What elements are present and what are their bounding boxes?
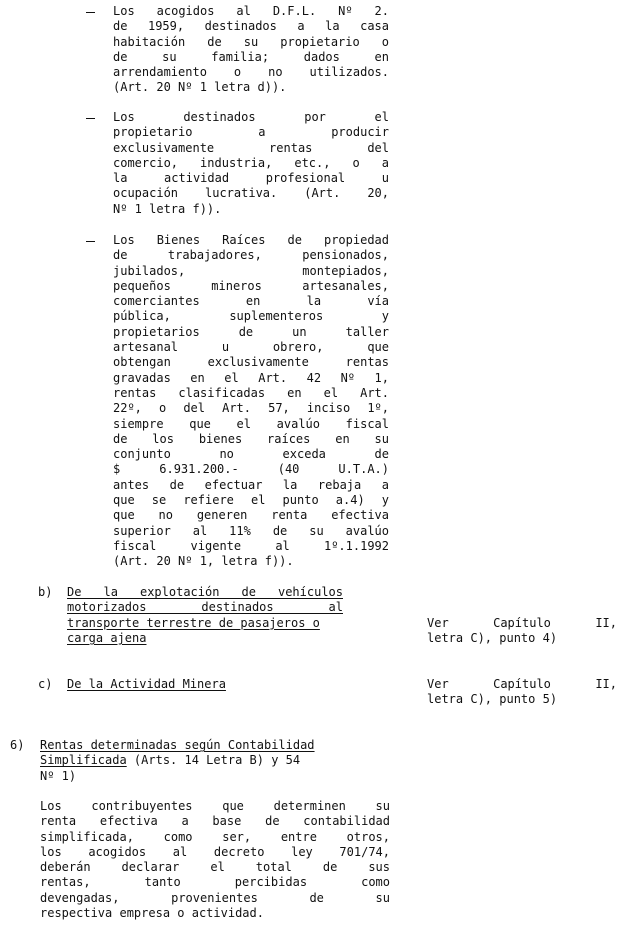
text-line: $ 6.931.200.- (40 U.T.A.) (113, 462, 389, 477)
text-line: la actividad profesional u (113, 171, 389, 186)
bullet-paragraph-2 (113, 110, 389, 217)
text-line: los acogidos al decreto ley 701/74, (40, 844, 390, 859)
heading-line: carga ajena (67, 630, 147, 645)
reference-line: letra C), punto 4) (427, 631, 558, 646)
text-line: Los destinados por el (113, 110, 389, 124)
text-line: ocupación lucrativa. (Art. 20, (113, 186, 389, 201)
item-b-heading (67, 585, 343, 646)
text-line: arrendamiento o no utilizados. (113, 65, 389, 80)
text-line: devengadas, provenientes de su (40, 890, 390, 905)
text-line: comercio, industria, etc., o a (113, 155, 389, 170)
item-c-marker: c) (38, 677, 53, 691)
text-line: Los contribuyentes que determinen su (40, 799, 390, 813)
text-line: de su familia; dados en (113, 49, 389, 64)
text-line: (Art. 20 Nº 1 letra d)). (113, 80, 287, 95)
text-line: Nº 1 letra f)). (113, 201, 222, 216)
text-line: fiscal vigente al 1º.1.1992 (113, 538, 389, 553)
heading-line: Nº 1) (40, 768, 77, 783)
bullet-paragraph-1 (113, 4, 389, 96)
heading-line: transporte terrestre de pasajeros o (67, 615, 320, 630)
reference-line: letra C), punto 5) (427, 692, 558, 707)
text-line: rentas clasificadas en el Art. (113, 385, 389, 400)
heading-line: Rentas determinadas según Contabilidad (40, 738, 315, 752)
bullet-dash-2 (86, 118, 95, 119)
text-line: antes de efectuar la rebaja a (113, 477, 389, 492)
heading-line: De la explotación de vehículos (67, 585, 343, 599)
text-line: respectiva empresa o actividad. (40, 906, 264, 921)
text-line: de 1959, destinados a la casa (113, 19, 389, 34)
text-line: que no generen renta efectiva (113, 508, 389, 523)
item-c-reference (427, 677, 617, 708)
text-line: renta efectiva a base de contabilidad (40, 814, 390, 829)
item-6-marker: 6) (10, 738, 25, 752)
text-line: de los bienes raíces en su (113, 431, 389, 446)
item-6-heading (40, 738, 390, 784)
text-line: habitación de su propietario o (113, 34, 389, 49)
text-line: jubilados, montepiados, (113, 263, 389, 278)
item-b-reference (427, 616, 617, 647)
bullet-dash-3 (86, 241, 95, 242)
text-line: que se refiere el punto a.4) y (113, 493, 389, 508)
text-line: conjunto no exceda de (113, 447, 389, 462)
heading-citation: (Arts. 14 Letra B) y 54 (126, 753, 301, 768)
text-line: comerciantes en la vía (113, 294, 389, 309)
text-line: rentas, tanto percibidas como (40, 875, 390, 890)
reference-line: Ver Capítulo II, (427, 677, 617, 691)
text-line: obtengan exclusivamente rentas (113, 355, 389, 370)
heading-line: motorizados destinados al (67, 600, 343, 615)
text-line: (Art. 20 Nº 1, letra f)). (113, 554, 294, 569)
text-line: de trabajadores, pensionados, (113, 248, 389, 263)
text-line: Los Bienes Raíces de propiedad (113, 233, 389, 247)
bullet-dash-1 (86, 12, 95, 13)
item-6-paragraph (40, 799, 390, 921)
reference-line: Ver Capítulo II, (427, 616, 617, 630)
text-line: siempre que el avalúo fiscal (113, 416, 389, 431)
bullet-paragraph-3 (113, 233, 389, 570)
item-b-marker: b) (38, 585, 53, 599)
text-line: artesanal u obrero, que (113, 340, 389, 355)
text-line: superior al 11% de su avalúo (113, 523, 389, 538)
heading-line (40, 753, 390, 768)
text-line: gravadas en el Art. 42 Nº 1, (113, 370, 389, 385)
text-line: exclusivamente rentas del (113, 140, 389, 155)
text-line: 22º, o del Art. 57, inciso 1º, (113, 401, 389, 416)
item-c-heading: De la Actividad Minera (67, 677, 226, 691)
text-line: pequeños mineros artesanales, (113, 278, 389, 293)
text-line: Los acogidos al D.F.L. Nº 2. (113, 4, 389, 18)
text-line: deberán declarar el total de sus (40, 860, 390, 875)
text-line: propietarios de un taller (113, 324, 389, 339)
heading-underlined-word: Simplificada (40, 753, 127, 768)
text-line: pública, suplementeros y (113, 309, 389, 324)
text-line: propietario a producir (113, 125, 389, 140)
text-line: simplificada, como ser, entre otros, (40, 829, 390, 844)
